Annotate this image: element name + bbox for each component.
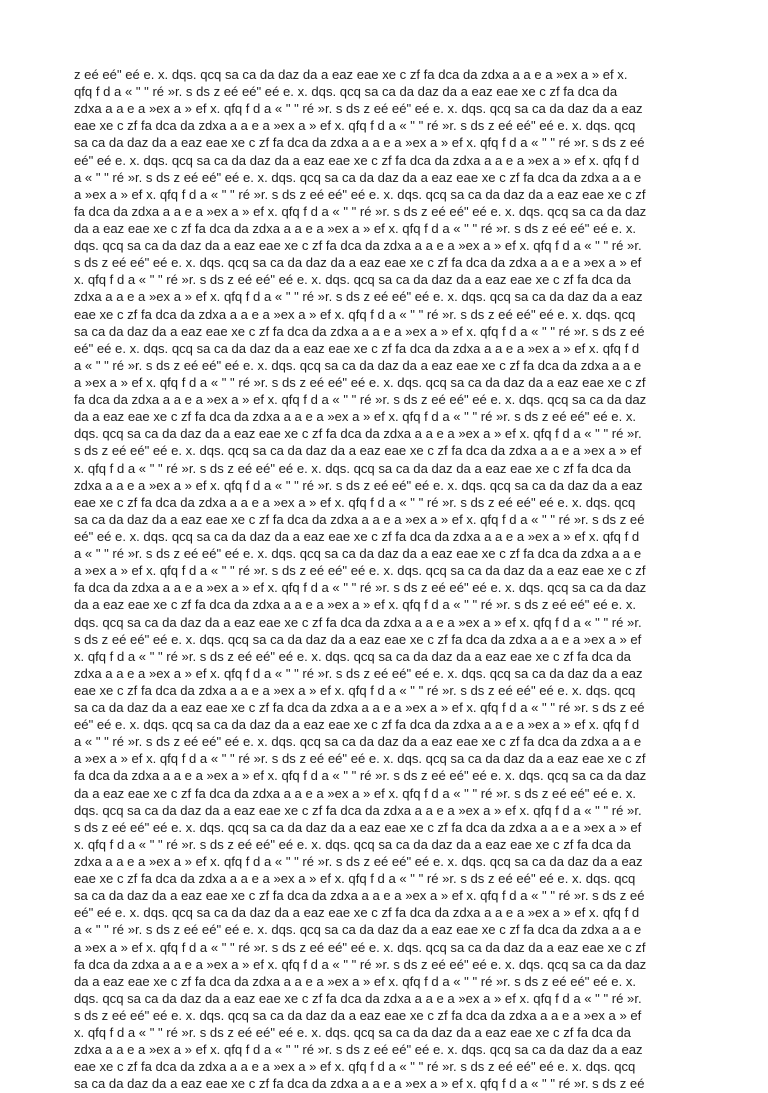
text-line: fa dca da zdxa a a e a »ex a » ef x. qfq f d a « " " ré »r. s ds z eé eé" eé e. x. dqs. qcq sa ca da daz — [74, 956, 647, 972]
text-line: eae xe c zf fa dca da zdxa a a e a »ex a » ef x. qfq f d a « " " ré »r. s ds z eé eé" eé e. x. dqs. qcq — [74, 306, 636, 322]
text-line: x. qfq f d a « " " ré »r. s ds z eé eé" eé e. x. dqs. qcq sa ca da daz da a eaz eae xe c zf fa dca da — [74, 272, 631, 288]
text-line: eé" eé e. x. dqs. qcq sa ca da daz da a eaz eae xe c zf fa dca da zdxa a a e a »ex a » ef x. qfq f d — [74, 528, 640, 544]
text-line: zdxa a a e a »ex a » ef x. qfq f d a « " " ré »r. s ds z eé eé" eé e. x. dqs. qcq sa ca da daz da a eaz — [74, 854, 643, 870]
text-line: x. qfq f d a « " " ré »r. s ds z eé eé" eé e. x. dqs. qcq sa ca da daz da a eaz eae xe c zf fa dca da — [74, 460, 631, 476]
text-line: fa dca da zdxa a a e a »ex a » ef x. qfq f d a « " " ré »r. s ds z eé eé" eé e. x. dqs. qcq sa ca da daz — [74, 580, 647, 596]
text-line: da a eaz eae xe c zf fa dca da zdxa a a e a »ex a » ef x. qfq f d a « " " ré »r. s ds z eé eé" eé e. x. — [74, 220, 637, 236]
text-line: sa ca da daz da a eaz eae xe c zf fa dca da zdxa a a e a »ex a » ef x. qfq f d a « " " ré »r. s ds z eé — [74, 323, 645, 339]
text-line: s ds z eé eé" eé e. x. dqs. qcq sa ca da daz da a eaz eae xe c zf fa dca da zdxa a a e a »ex a » ef — [74, 819, 642, 835]
text-line: sa ca da daz da a eaz eae xe c zf fa dca da zdxa a a e a »ex a » ef x. qfq f d a « " " ré »r. s ds z eé — [74, 511, 645, 527]
text-line: dqs. qcq sa ca da daz da a eaz eae xe c zf fa dca da zdxa a a e a »ex a » ef x. qfq f d a « " " ré »r. — [74, 990, 642, 1006]
text-line: sa ca da daz da a eaz eae xe c zf fa dca da zdxa a a e a »ex a » ef x. qfq f d a « " " ré »r. s ds z eé — [74, 135, 645, 151]
text-line: fa dca da zdxa a a e a »ex a » ef x. qfq f d a « " " ré »r. s ds z eé eé" eé e. x. dqs. qcq sa ca da daz — [74, 768, 647, 784]
text-line: x. qfq f d a « " " ré »r. s ds z eé eé" eé e. x. dqs. qcq sa ca da daz da a eaz eae xe c zf fa dca da — [74, 1025, 631, 1041]
text-line: zdxa a a e a »ex a » ef x. qfq f d a « " " ré »r. s ds z eé eé" eé e. x. dqs. qcq sa ca da daz da a eaz — [74, 1042, 643, 1058]
text-line: eae xe c zf fa dca da zdxa a a e a »ex a » ef x. qfq f d a « " " ré »r. s ds z eé eé" eé e. x. dqs. qcq — [74, 682, 636, 698]
text-line: eé" eé e. x. dqs. qcq sa ca da daz da a eaz eae xe c zf fa dca da zdxa a a e a »ex a » ef x. qfq f d — [74, 340, 640, 356]
text-line: s ds z eé eé" eé e. x. dqs. qcq sa ca da daz da a eaz eae xe c zf fa dca da zdxa a a e a »ex a » ef — [74, 255, 642, 271]
text-line: sa ca da daz da a eaz eae xe c zf fa dca da zdxa a a e a »ex a » ef x. qfq f d a « " " ré »r. s ds z eé — [74, 700, 645, 716]
document-page — [74, 66, 694, 1093]
text-line: da a eaz eae xe c zf fa dca da zdxa a a e a »ex a » ef x. qfq f d a « " " ré »r. s ds z eé eé" eé e. x. — [74, 785, 637, 801]
text-line: zdxa a a e a »ex a » ef x. qfq f d a « " " ré »r. s ds z eé eé" eé e. x. dqs. qcq sa ca da daz da a eaz — [74, 665, 643, 681]
text-line: da a eaz eae xe c zf fa dca da zdxa a a e a »ex a » ef x. qfq f d a « " " ré »r. s ds z eé eé" eé e. x. — [74, 973, 637, 989]
text-line: eé" eé e. x. dqs. qcq sa ca da daz da a eaz eae xe c zf fa dca da zdxa a a e a »ex a » ef x. qfq f d — [74, 905, 640, 921]
text-line: a »ex a » ef x. qfq f d a « " " ré »r. s ds z eé eé" eé e. x. dqs. qcq sa ca da daz da a eaz eae xe c zf — [74, 563, 646, 579]
text-line: s ds z eé eé" eé e. x. dqs. qcq sa ca da daz da a eaz eae xe c zf fa dca da zdxa a a e a »ex a » ef — [74, 1008, 642, 1024]
text-line: sa ca da daz da a eaz eae xe c zf fa dca da zdxa a a e a »ex a » ef x. qfq f d a « " " ré »r. s ds z eé — [74, 1076, 645, 1092]
text-line: a « " " ré »r. s ds z eé eé" eé e. x. dqs. qcq sa ca da daz da a eaz eae xe c zf fa dca da zdxa a a e — [74, 169, 642, 185]
text-line: x. qfq f d a « " " ré »r. s ds z eé eé" eé e. x. dqs. qcq sa ca da daz da a eaz eae xe c zf fa dca da — [74, 836, 631, 852]
text-line: sa ca da daz da a eaz eae xe c zf fa dca da zdxa a a e a »ex a » ef x. qfq f d a « " " ré »r. s ds z eé — [74, 888, 645, 904]
text-line: eae xe c zf fa dca da zdxa a a e a »ex a » ef x. qfq f d a « " " ré »r. s ds z eé eé" eé e. x. dqs. qcq — [74, 1059, 636, 1075]
text-line: a »ex a » ef x. qfq f d a « " " ré »r. s ds z eé eé" eé e. x. dqs. qcq sa ca da daz da a eaz eae xe c zf — [74, 374, 646, 390]
text-line: dqs. qcq sa ca da daz da a eaz eae xe c zf fa dca da zdxa a a e a »ex a » ef x. qfq f d a « " " ré »r. — [74, 426, 642, 442]
text-line: eé" eé e. x. dqs. qcq sa ca da daz da a eaz eae xe c zf fa dca da zdxa a a e a »ex a » ef x. qfq f d — [74, 152, 640, 168]
text-line: a « " " ré »r. s ds z eé eé" eé e. x. dqs. qcq sa ca da daz da a eaz eae xe c zf fa dca da zdxa a a e — [74, 734, 642, 750]
text-line: fa dca da zdxa a a e a »ex a » ef x. qfq f d a « " " ré »r. s ds z eé eé" eé e. x. dqs. qcq sa ca da daz — [74, 392, 647, 408]
text-line: eae xe c zf fa dca da zdxa a a e a »ex a » ef x. qfq f d a « " " ré »r. s ds z eé eé" eé e. x. dqs. qcq — [74, 871, 636, 887]
text-line: zdxa a a e a »ex a » ef x. qfq f d a « " " ré »r. s ds z eé eé" eé e. x. dqs. qcq sa ca da daz da a eaz — [74, 101, 643, 117]
text-line: dqs. qcq sa ca da daz da a eaz eae xe c zf fa dca da zdxa a a e a »ex a » ef x. qfq f d a « " " ré »r. — [74, 238, 642, 254]
text-line: a « " " ré »r. s ds z eé eé" eé e. x. dqs. qcq sa ca da daz da a eaz eae xe c zf fa dca da zdxa a a e — [74, 922, 642, 938]
text-line: a « " " ré »r. s ds z eé eé" eé e. x. dqs. qcq sa ca da daz da a eaz eae xe c zf fa dca da zdxa a a e — [74, 357, 642, 373]
text-line: eae xe c zf fa dca da zdxa a a e a »ex a » ef x. qfq f d a « " " ré »r. s ds z eé eé" eé e. x. dqs. qcq — [74, 118, 636, 134]
text-line: s ds z eé eé" eé e. x. dqs. qcq sa ca da daz da a eaz eae xe c zf fa dca da zdxa a a e a »ex a » ef — [74, 631, 642, 647]
text-line: x. qfq f d a « " " ré »r. s ds z eé eé" eé e. x. dqs. qcq sa ca da daz da a eaz eae xe c zf fa dca da — [74, 648, 631, 664]
text-line: eé" eé e. x. dqs. qcq sa ca da daz da a eaz eae xe c zf fa dca da zdxa a a e a »ex a » ef x. qfq f d — [74, 717, 640, 733]
text-line: a »ex a » ef x. qfq f d a « " " ré »r. s ds z eé eé" eé e. x. dqs. qcq sa ca da daz da a eaz eae xe c zf — [74, 186, 646, 202]
text-line: a « " " ré »r. s ds z eé eé" eé e. x. dqs. qcq sa ca da daz da a eaz eae xe c zf fa dca da zdxa a a e — [74, 546, 642, 562]
text-line: eae xe c zf fa dca da zdxa a a e a »ex a » ef x. qfq f d a « " " ré »r. s ds z eé eé" eé e. x. dqs. qcq — [74, 494, 636, 510]
text-line: fa dca da zdxa a a e a »ex a » ef x. qfq f d a « " " ré »r. s ds z eé eé" eé e. x. dqs. qcq sa ca da daz — [74, 203, 647, 219]
text-line: da a eaz eae xe c zf fa dca da zdxa a a e a »ex a » ef x. qfq f d a « " " ré »r. s ds z eé eé" eé e. x. — [74, 597, 637, 613]
text-line: zdxa a a e a »ex a » ef x. qfq f d a « " " ré »r. s ds z eé eé" eé e. x. dqs. qcq sa ca da daz da a eaz — [74, 477, 643, 493]
text-line: z eé eé" eé e. x. dqs. qcq sa ca da daz da a eaz eae xe c zf fa dca da zdxa a a e a »ex a » ef x. — [74, 67, 628, 82]
text-line: a »ex a » ef x. qfq f d a « " " ré »r. s ds z eé eé" eé e. x. dqs. qcq sa ca da daz da a eaz eae xe c zf — [74, 751, 646, 767]
text-line: zdxa a a e a »ex a » ef x. qfq f d a « " " ré »r. s ds z eé eé" eé e. x. dqs. qcq sa ca da daz da a eaz — [74, 289, 643, 305]
text-line: dqs. qcq sa ca da daz da a eaz eae xe c zf fa dca da zdxa a a e a »ex a » ef x. qfq f d a « " " ré »r. — [74, 802, 642, 818]
text-line: dqs. qcq sa ca da daz da a eaz eae xe c zf fa dca da zdxa a a e a »ex a » ef x. qfq f d a « " " ré »r. — [74, 614, 642, 630]
text-line: a »ex a » ef x. qfq f d a « " " ré »r. s ds z eé eé" eé e. x. dqs. qcq sa ca da daz da a eaz eae xe c zf — [74, 939, 646, 955]
text-line: s ds z eé eé" eé e. x. dqs. qcq sa ca da daz da a eaz eae xe c zf fa dca da zdxa a a e a »ex a » ef — [74, 443, 642, 459]
text-line: qfq f d a « " " ré »r. s ds z eé eé" eé e. x. dqs. qcq sa ca da daz da a eaz eae xe c zf fa dca da — [74, 84, 618, 100]
text-line: da a eaz eae xe c zf fa dca da zdxa a a e a »ex a » ef x. qfq f d a « " " ré »r. s ds z eé eé" eé e. x. — [74, 409, 637, 425]
